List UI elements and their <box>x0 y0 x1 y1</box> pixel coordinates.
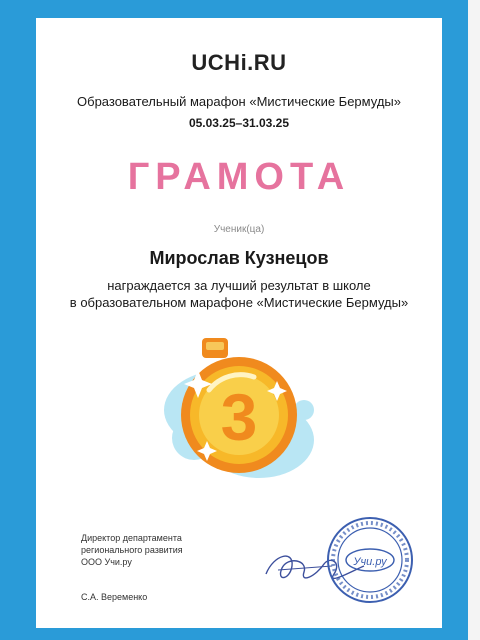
recipient-name: Мирослав Кузнецов <box>149 248 329 268</box>
signer-name: С.А. Веременко <box>81 592 148 602</box>
signer-title-line-3: ООО Учи.ру <box>81 557 132 567</box>
third-place-medal-icon <box>154 330 324 500</box>
marathon-title: Образовательный марафон «Мистические Бермуды» <box>77 94 401 109</box>
signer-title-line-1: Директор департамента <box>81 533 182 543</box>
certificate-heading: ГРАМОТА <box>127 156 351 198</box>
award-text-line-1: награждается за лучший результат в школе <box>107 278 371 293</box>
award-text-line-2: в образовательном марафоне «Мистические Бермуды» <box>69 295 409 310</box>
signer-title-line-2: регионального развития <box>81 545 183 555</box>
certificate-paper <box>36 18 442 628</box>
medal-place-number: 3 <box>220 380 258 454</box>
stamp-text: Учи.ру <box>353 556 387 568</box>
right-margin <box>468 0 480 640</box>
recipient-label: Ученик(ца) <box>213 224 265 235</box>
uchi-logo: UCHi.RU <box>191 50 287 75</box>
marathon-dates: 05.03.25–31.03.25 <box>188 116 290 130</box>
signature-and-stamp-icon <box>264 504 414 614</box>
signer-title <box>81 532 183 568</box>
